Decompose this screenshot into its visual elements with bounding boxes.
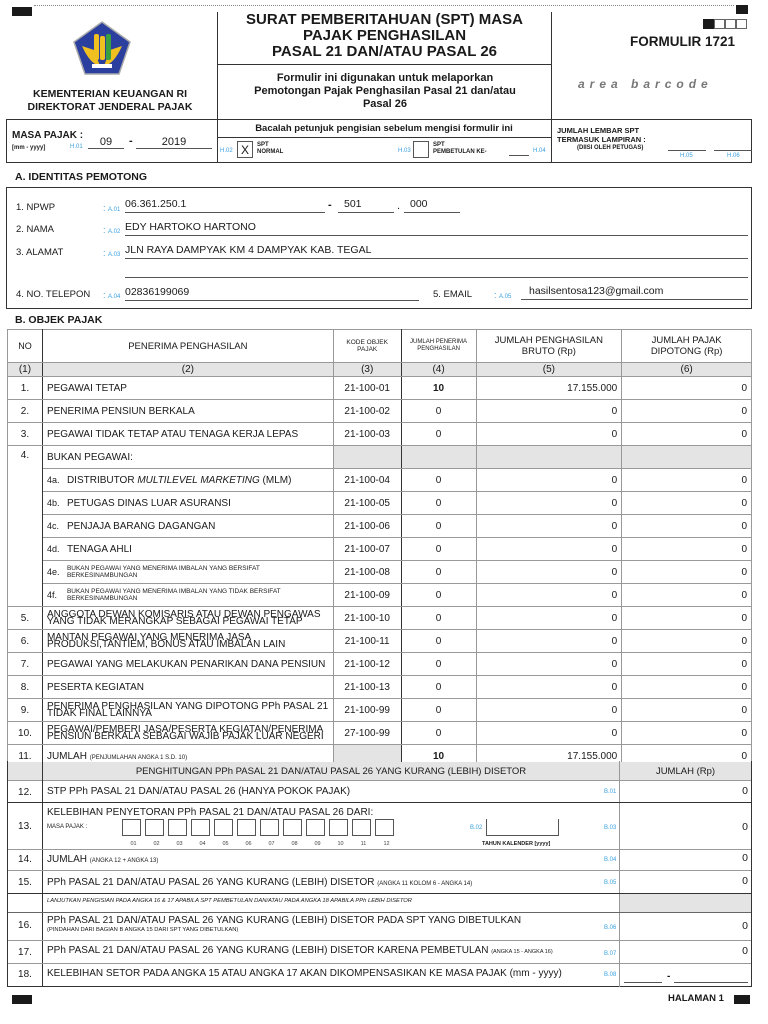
pajak-cell[interactable]: 0 xyxy=(622,377,752,400)
table-row: 3. PEGAWAI TIDAK TETAP ATAU TENAGA KERJA LEPAS 21-100-03 0 0 0 xyxy=(8,423,752,446)
pajak-cell[interactable]: 0 xyxy=(622,584,752,607)
jumlah-penerima-cell[interactable]: 0 xyxy=(401,653,476,676)
row-12-no: 12. xyxy=(18,787,32,798)
pajak-cell[interactable]: 0 xyxy=(622,492,752,515)
bruto-cell[interactable]: 0 xyxy=(476,515,622,538)
table-row: 5. ANGGOTA DEWAN KOMISARIS ATAU DEWAN PENGAWAS YANG TIDAK MERANGKAP SEBAGAI PEGAWAI TETAP 21-100-10 0 0 0 xyxy=(8,607,752,630)
table-row: 4a. DISTRIBUTOR MULTILEVEL MARKETING (MLM) 21-100-04 0 0 0 xyxy=(8,469,752,492)
row-18-label: KELEBIHAN SETOR PADA ANGKA 15 ATAU ANGKA 17 AKAN DIKOMPENSASIKAN KE MASA PAJAK (mm - yyyy) xyxy=(47,968,562,979)
jumlah-penerima-cell[interactable]: 0 xyxy=(401,722,476,745)
jumlah-penerima-cell[interactable]: 0 xyxy=(401,699,476,722)
header-divider-right xyxy=(551,12,552,119)
jumlah-penerima-cell[interactable]: 0 xyxy=(401,492,476,515)
penghitungan-value-divider xyxy=(619,761,620,987)
table-row: 10. PEGAWAI/PEMBERI JASA/PESERTA KEGIATAN/PENERIMA PENSIUN BERKALA SEBAGAI WAJIB PAJAK LUAR NEGERI 27-100-99 0 0 0 xyxy=(8,722,752,745)
npwp-dot: . xyxy=(397,200,401,212)
row-16-note: (PINDAHAN DARI BAGIAN B ANGKA 15 DARI SPT YANG DIBETULKAN) xyxy=(47,927,239,933)
row-18-code: B.08 xyxy=(604,972,617,978)
masa-pajak-year-input[interactable]: 2019 xyxy=(136,136,212,149)
masa-pajak-label: MASA PAJAK : xyxy=(12,130,84,141)
header-bruto: JUMLAH PENGHASILAN BRUTO (Rp) xyxy=(476,330,622,363)
row-17-code: B.07 xyxy=(604,951,617,957)
masa-pajak-code: H.01 xyxy=(70,144,83,150)
jumlah-lembar-code-2: H.06 xyxy=(727,153,740,159)
masa-pajak-separator: - xyxy=(129,135,133,147)
month-checkbox-02[interactable] xyxy=(145,819,164,836)
table-header-row xyxy=(8,330,752,363)
month-checkbox-group xyxy=(122,819,452,841)
jumlah-penerima-cell[interactable]: 0 xyxy=(401,423,476,446)
form-number: FORMULIR 1721 xyxy=(630,34,736,49)
kompensasi-separator: - xyxy=(667,971,671,982)
pajak-cell[interactable]: 0 xyxy=(622,676,752,699)
row-12-label: STP PPh PASAL 21 DAN/ATAU PASAL 26 (HANYA POKOK PAJAK) xyxy=(47,786,351,797)
email-code: : A.05 xyxy=(494,290,512,300)
column-number-row: (1) (2) (3) (4) (5) (6) xyxy=(8,363,752,377)
pajak-cell[interactable]: 0 xyxy=(622,400,752,423)
alamat-label: 3. ALAMAT xyxy=(16,247,64,258)
nama-input[interactable]: EDY HARTOKO HARTONO xyxy=(125,221,748,236)
pajak-cell[interactable]: 0 xyxy=(622,469,752,492)
row-14-code: B.04 xyxy=(604,857,617,863)
month-checkbox-10[interactable] xyxy=(329,819,348,836)
table-row: 2. PENERIMA PENSIUN BERKALA 21-100-02 0 0 0 xyxy=(8,400,752,423)
month-checkbox-04[interactable] xyxy=(191,819,210,836)
email-input[interactable]: hasilsentosa123@gmail.com xyxy=(521,285,748,300)
row-15-code: B.05 xyxy=(604,880,617,886)
ministry-name: KEMENTERIAN KEUANGAN RI DIREKTORAT JENDERAL PAJAK xyxy=(27,88,193,113)
npwp-input-part2[interactable]: 501 xyxy=(338,198,394,213)
npwp-label: 1. NPWP xyxy=(16,202,56,213)
npwp-dash: - xyxy=(328,199,332,211)
row-15-value[interactable]: 0 xyxy=(742,875,748,887)
month-checkbox-09[interactable] xyxy=(306,819,325,836)
pajak-cell[interactable]: 0 xyxy=(622,722,752,745)
bruto-cell[interactable]: 0 xyxy=(476,400,622,423)
row-13-code: B.03 xyxy=(604,825,617,831)
month-checkbox-12[interactable] xyxy=(375,819,394,836)
bruto-cell[interactable]: 17.155.000 xyxy=(476,377,622,400)
jumlah-lembar-note: (DIISI OLEH PETUGAS) xyxy=(577,145,644,151)
bruto-cell[interactable]: 0 xyxy=(476,538,622,561)
jumlah-penerima-cell[interactable]: 0 xyxy=(401,584,476,607)
row-16-label: PPh PASAL 21 DAN/ATAU PASAL 26 YANG KURANG (LEBIH) DISETOR PADA SPT YANG DIBETULKAN xyxy=(47,915,522,926)
month-checkbox-08[interactable] xyxy=(283,819,302,836)
page-number: HALAMAN 1 xyxy=(668,993,724,1004)
objek-pajak-table xyxy=(7,329,752,768)
kompensasi-month-input[interactable] xyxy=(624,973,662,983)
registration-mark-top-left xyxy=(12,7,32,16)
jumlah-lembar-input-1[interactable] xyxy=(668,143,706,151)
jumlah-lembar-label: JUMLAH LEMBAR SPT TERMASUK LAMPIRAN : xyxy=(557,126,646,144)
spt-divider xyxy=(551,119,552,163)
bruto-cell[interactable]: 0 xyxy=(476,561,622,584)
jumlah-penerima-cell[interactable]: 0 xyxy=(401,538,476,561)
row-13-label: KELEBIHAN PENYETORAN PPh PASAL 21 DAN/ATAU PASAL 26 DARI: xyxy=(47,807,374,818)
spt-normal-label: SPT NORMAL xyxy=(257,142,284,155)
bruto-cell[interactable]: 0 xyxy=(476,423,622,446)
section-a-title: A. IDENTITAS PEMOTONG xyxy=(15,171,148,183)
bruto-cell[interactable]: 0 xyxy=(476,722,622,745)
bruto-cell[interactable]: 0 xyxy=(476,607,622,630)
bruto-cell[interactable]: 0 xyxy=(476,584,622,607)
row-15-no: 15. xyxy=(18,877,32,888)
form-subtitle: Formulir ini digunakan untuk melaporkan Pemotongan Pajak Penghasilan Pasal 21 dan/atau Pasal 26 xyxy=(254,72,516,110)
npwp-code: : A.01 xyxy=(103,203,121,213)
npwp-input-part3[interactable]: 000 xyxy=(404,198,460,213)
row-13-value[interactable]: 0 xyxy=(742,821,748,833)
barcode-area: area barcode xyxy=(578,77,713,91)
table-row-jumlah: 11. JUMLAH (PENJUMLAHAN ANGKA 1 S.D. 10) 10 17.155.000 0 xyxy=(8,745,752,768)
row-15-label: PPh PASAL 21 DAN/ATAU PASAL 26 YANG KURANG (LEBIH) DISETOR (ANGKA 11 KOLOM 6 - ANGKA 14) xyxy=(47,877,473,888)
jumlah-rp-header: JUMLAH (Rp) xyxy=(655,766,716,777)
penghitungan-header: PENGHITUNGAN PPh PASAL 21 DAN/ATAU PASAL 26 YANG KURANG (LEBIH) DISETOR xyxy=(135,766,527,777)
section-b-title: B. OBJEK PAJAK xyxy=(15,314,103,326)
spt-pembetulan-label: SPT PEMBETULAN KE- xyxy=(433,142,487,155)
spt-pembetulan-checkbox[interactable] xyxy=(413,141,429,158)
table-row: 8. PESERTA KEGIATAN 21-100-13 0 0 0 xyxy=(8,676,752,699)
total-jumlah-penerima: 10 xyxy=(401,745,476,768)
nama-label: 2. NAMA xyxy=(16,224,55,235)
row-14-value[interactable]: 0 xyxy=(742,852,748,864)
header-penerima: PENERIMA PENGHASILAN xyxy=(42,330,333,363)
alamat-input-line1[interactable]: JLN RAYA DAMPYAK KM 4 DAMPYAK KAB. TEGAL xyxy=(125,244,748,259)
row-17-value[interactable]: 0 xyxy=(742,945,748,957)
table-row: 6. MANTAN PEGAWAI YANG MENERIMA JASA PRODUKSI,TANTIEM, BONUS ATAU IMBALAN LAIN 21-100-11 0 0 0 xyxy=(8,630,752,653)
row-14-no: 14. xyxy=(18,854,32,865)
tahun-code: B.02 xyxy=(470,825,483,831)
spt-pembetulan-value-code: H.04 xyxy=(533,148,546,154)
row-13-masa-pajak-label: MASA PAJAK : xyxy=(47,824,88,830)
month-checkbox-01[interactable] xyxy=(122,819,141,836)
header-no: NO xyxy=(8,330,43,363)
lanjutkan-note: LANJUTKAN PENGISIAN PADA ANGKA 16 & 17 APABILA SPT PEMBETULAN DAN/ATAU PADA ANGKA 18 APABILA PPh LEBIH DISETOR xyxy=(47,898,412,904)
row-16-no: 16. xyxy=(18,920,32,931)
title-divider xyxy=(217,64,551,65)
table-row: 9. PENERIMA PENGHASILAN YANG DIPOTONG PPh PASAL 21 TIDAK FINAL LAINNYA 21-100-99 0 0 0 xyxy=(8,699,752,722)
bruto-cell[interactable]: 0 xyxy=(476,630,622,653)
header-jumlah-penerima: JUMLAH PENERIMA PENGHASILAN xyxy=(401,330,476,363)
table-row: 1. PEGAWAI TETAP 21-100-01 10 17.155.000 0 xyxy=(8,377,752,400)
spt-normal-checkbox[interactable]: X xyxy=(237,141,253,158)
pajak-cell[interactable]: 0 xyxy=(622,630,752,653)
row-13-no: 13. xyxy=(18,821,32,832)
masa-pajak-format: [mm - yyyy] xyxy=(12,145,46,151)
tahun-kalender-label: TAHUN KALENDER [yyyy] xyxy=(482,841,551,847)
total-pajak: 0 xyxy=(622,745,752,768)
jumlah-penerima-cell[interactable]: 0 xyxy=(401,561,476,584)
table-row: 4d. TENAGA AHLI 21-100-07 0 0 0 xyxy=(8,538,752,561)
pajak-cell[interactable]: 0 xyxy=(622,607,752,630)
lanjutkan-gray-cell xyxy=(620,894,751,912)
jumlah-penerima-cell[interactable]: 0 xyxy=(401,515,476,538)
registration-mark-bottom-left xyxy=(12,995,32,1004)
row-12-value[interactable]: 0 xyxy=(742,785,748,797)
row-16-code: B.06 xyxy=(604,925,617,931)
bruto-cell[interactable]: 0 xyxy=(476,676,622,699)
registration-mark-top-right xyxy=(736,5,748,14)
pajak-cell[interactable]: 0 xyxy=(622,538,752,561)
bruto-cell[interactable]: 0 xyxy=(476,492,622,515)
telepon-input[interactable]: 02836199069 xyxy=(125,286,419,301)
row-17-label: PPh PASAL 21 DAN/ATAU PASAL 26 YANG KURANG (LEBIH) DISETOR KARENA PEMBETULAN (ANGKA 15 - ANGKA 16) xyxy=(47,945,553,956)
alamat-input-line2[interactable] xyxy=(125,268,748,278)
jumlah-penerima-cell[interactable]: 0 xyxy=(401,676,476,699)
table-row: 4e. BUKAN PEGAWAI YANG MENERIMA IMBALAN YANG BERSIFAT BERKESINAMBUNGAN 21-100-08 0 0 0 xyxy=(8,561,752,584)
month-checkbox-03[interactable] xyxy=(168,819,187,836)
bruto-cell[interactable]: 0 xyxy=(476,469,622,492)
pajak-cell[interactable]: 0 xyxy=(622,423,752,446)
jumlah-penerima-cell[interactable]: 0 xyxy=(401,469,476,492)
page-indicator-boxes xyxy=(703,16,747,34)
month-labels: 01 02 03 04 05 06 07 08 09 10 11 12 xyxy=(130,841,390,847)
jumlah-penerima-cell[interactable]: 10 xyxy=(401,377,476,400)
header-dipotong: JUMLAH PAJAK DIPOTONG (Rp) xyxy=(622,330,752,363)
header-kode: KODE OBJEK PAJAK xyxy=(333,330,401,363)
registration-mark-bottom-right xyxy=(734,995,750,1004)
spt-pembetulan-ke-input[interactable] xyxy=(509,147,529,156)
table-row: 4b. PETUGAS DINAS LUAR ASURANSI 21-100-05 0 0 0 xyxy=(8,492,752,515)
telepon-label: 4. NO. TELEPON xyxy=(16,289,91,300)
nama-code: : A.02 xyxy=(103,225,121,235)
month-checkbox-11[interactable] xyxy=(352,819,371,836)
jumlah-lembar-code-1: H.05 xyxy=(680,153,693,159)
month-checkbox-07[interactable] xyxy=(260,819,279,836)
kompensasi-year-input[interactable] xyxy=(674,973,748,983)
instruction-text: Bacalah petunjuk pengisian sebelum mengisi formulir ini xyxy=(255,123,513,134)
total-bruto: 17.155.000 xyxy=(476,745,622,768)
penghitungan-no-divider xyxy=(42,761,43,987)
spt-normal-code: H.02 xyxy=(220,148,233,154)
top-dotted-line xyxy=(34,5,734,6)
pajak-cell[interactable]: 0 xyxy=(622,515,752,538)
table-row: 4c. PENJAJA BARANG DAGANGAN 21-100-06 0 0 0 xyxy=(8,515,752,538)
pajak-cell[interactable]: 0 xyxy=(622,561,752,584)
spt-pembetulan-code: H.03 xyxy=(398,148,411,154)
npwp-input-part1[interactable]: 06.361.250.1 xyxy=(125,198,325,213)
row-17-no: 17. xyxy=(18,947,32,958)
month-checkbox-05[interactable] xyxy=(214,819,233,836)
instruction-divider xyxy=(217,137,551,138)
pajak-cell[interactable]: 0 xyxy=(622,653,752,676)
bruto-cell[interactable]: 0 xyxy=(476,653,622,676)
table-row: 4f. BUKAN PEGAWAI YANG MENERIMA IMBALAN YANG TIDAK BERSIFAT BERKESINAMBUNGAN 21-100-09 0 0 0 xyxy=(8,584,752,607)
telepon-code: : A.04 xyxy=(103,290,121,300)
masa-pajak-month-input[interactable]: 09 xyxy=(88,136,124,149)
row-16-value[interactable]: 0 xyxy=(742,920,748,932)
month-checkbox-06[interactable] xyxy=(237,819,256,836)
djp-logo-icon xyxy=(72,20,132,76)
row-12-code: B.01 xyxy=(604,789,617,795)
jumlah-lembar-input-2[interactable] xyxy=(714,143,752,151)
form-title: SURAT PEMBERITAHUAN (SPT) MASA PAJAK PENGHASILAN PASAL 21 DAN/ATAU PASAL 26 xyxy=(246,11,523,60)
table-row-bukan-pegawai: 4. BUKAN PEGAWAI: xyxy=(8,446,752,469)
alamat-code: : A.03 xyxy=(103,248,121,258)
row-14-label: JUMLAH (ANGKA 12 + ANGKA 13) xyxy=(47,854,159,865)
jumlah-penerima-cell[interactable]: 0 xyxy=(401,630,476,653)
row-18-no: 18. xyxy=(18,969,32,980)
jumlah-penerima-cell[interactable]: 0 xyxy=(401,607,476,630)
tahun-kalender-input[interactable] xyxy=(486,819,559,836)
jumlah-penerima-cell[interactable]: 0 xyxy=(401,400,476,423)
email-label: 5. EMAIL xyxy=(433,289,473,300)
pajak-cell[interactable]: 0 xyxy=(622,699,752,722)
bruto-cell[interactable]: 0 xyxy=(476,699,622,722)
table-row: 7. PEGAWAI YANG MELAKUKAN PENARIKAN DANA PENSIUN 21-100-12 0 0 0 xyxy=(8,653,752,676)
